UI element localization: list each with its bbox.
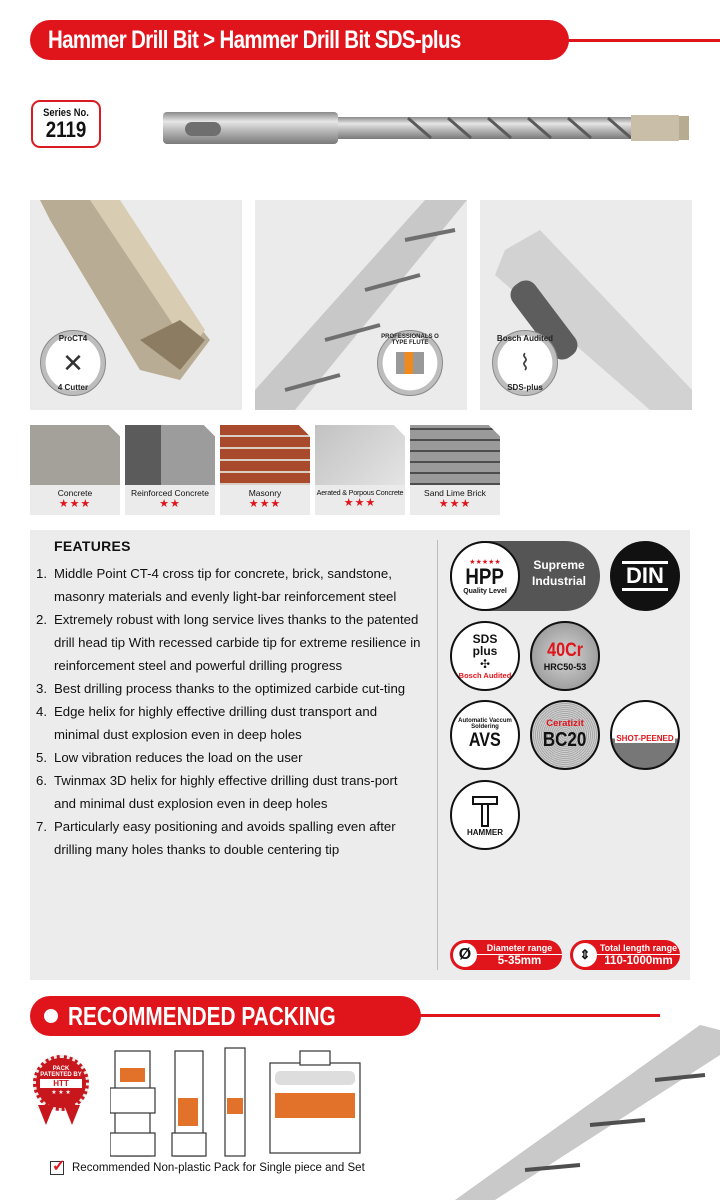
length-ruler-icon: ⇕ — [573, 943, 597, 967]
features-title: FEATURES — [54, 538, 131, 554]
banner-rule — [555, 39, 720, 42]
packing-rule — [360, 1014, 660, 1017]
sds-shank-icon: ✣ — [479, 656, 491, 671]
drill-bit-image — [163, 108, 708, 148]
checkmark-icon: ✓ — [52, 1158, 66, 1175]
breadcrumb-banner — [30, 20, 569, 60]
masonry-image — [220, 425, 310, 485]
feature-item: 6. Twinmax 3D helix for highly effective drilling dust trans-port and minimal dust explosion even in deep holes — [36, 773, 398, 811]
diameter-icon: Ø — [453, 943, 477, 967]
sds-plus-badge: SDS plus ✣ Bosch Audited — [450, 621, 520, 691]
procut-emblem: ProCT4 ✕ 4 Cutter — [40, 330, 106, 396]
packing-title: RECOMMENDED PACKING — [68, 1000, 336, 1031]
hpp-tagline: Supreme Industrial — [531, 558, 586, 588]
feature-item: 1. Middle Point CT-4 cross tip for concrete, brick, sandstone, masonry materials and evenly light-bar reinforcement steel — [36, 566, 397, 604]
hammer-icon — [468, 794, 502, 828]
material-concrete: Concrete ★★★ — [30, 425, 120, 515]
bosch-audited-emblem: Bosch Audited ⌇ SDS-plus — [492, 330, 558, 396]
hpp-badge — [450, 541, 600, 611]
rating-stars: ★★★ — [58, 498, 92, 510]
feature-item: 3. Best drilling process thanks to the optimized carbide cut-ting — [36, 681, 406, 696]
material-aerated-concrete: Aerated & Porpous Concrete ★★★ — [315, 425, 405, 515]
rating-stars: ★★★ — [343, 497, 377, 509]
cross-cutter-icon: ✕ — [62, 347, 84, 378]
shot-peened-badge: SHOT-PEENED — [610, 700, 680, 770]
series-label: Series No. — [43, 107, 89, 119]
rating-stars: ★★★ — [438, 498, 472, 510]
features-divider — [437, 540, 438, 970]
material-reinforced-concrete: Reinforced Concrete ★★ — [125, 425, 215, 515]
series-badge — [31, 100, 101, 148]
patent-seal: PACK PATENTED BY HTT ★ ★ ★ — [33, 1055, 89, 1111]
hpp-circle: ★★★★★ HPP Quality Level — [450, 541, 520, 611]
rating-stars: ★★ — [159, 498, 181, 510]
o-type-flute-icon — [396, 352, 424, 374]
o-type-flute-emblem: PROFESSIONALS O TYPE FLUTE — [377, 330, 443, 396]
diameter-range-badge: Ø Diameter range 5-35mm — [450, 940, 562, 970]
material-masonry: Masonry ★★★ — [220, 425, 310, 515]
series-number: 2119 — [45, 117, 87, 142]
seal-ribbon — [64, 1105, 80, 1125]
ceratizit-bc20-badge: Ceratizit BC20 — [530, 700, 600, 770]
bullet-icon — [44, 1009, 58, 1023]
packaging-illustrations — [110, 1043, 365, 1158]
steel-40cr-badge: 40Cr HRC50-53 — [530, 621, 600, 691]
feature-item: 5. Low vibration reduces the load on the user — [36, 750, 303, 765]
hammer-badge: HAMMER — [450, 780, 520, 850]
feature-item: 7. Particularly easy positioning and avoids spalling even after drilling many holes thanks to double centering tip — [36, 819, 396, 857]
din-badge: DIN — [610, 541, 680, 611]
feature-item: 2. Extremely robust with long service lives thanks to the patented drill head tip With recessed carbide tip for extreme resilience in reinforcement steel and powerful drilling progress — [36, 612, 421, 673]
decorative-drill-image — [455, 1025, 720, 1200]
seal-ribbon — [38, 1105, 54, 1125]
packing-note: ✓ Recommended Non-plastic Pack for Single piece and Set — [52, 1158, 365, 1175]
aerated-concrete-image — [315, 425, 405, 485]
sand-lime-brick-image — [410, 425, 500, 485]
closeup-cutter-tip — [30, 200, 242, 410]
length-range-badge: ⇕ Total length range 110-1000mm — [570, 940, 680, 970]
closeup-shank — [480, 200, 692, 410]
sds-plus-shank-icon: ⌇ — [519, 350, 531, 375]
reinforced-concrete-image — [125, 425, 215, 485]
rating-stars: ★★★ — [248, 498, 282, 510]
avs-badge: Automatic Vaccum Soldering AVS — [450, 700, 520, 770]
features-list — [36, 562, 421, 861]
breadcrumb: Hammer Drill Bit > Hammer Drill Bit SDS-plus — [48, 25, 461, 54]
closeup-flute — [255, 200, 467, 410]
concrete-image — [30, 425, 120, 485]
feature-item: 4. Edge helix for highly effective drilling dust transport and minimal dust explosion even in deep holes — [36, 704, 378, 742]
material-sand-lime-brick: Sand Lime Brick ★★★ — [410, 425, 500, 515]
